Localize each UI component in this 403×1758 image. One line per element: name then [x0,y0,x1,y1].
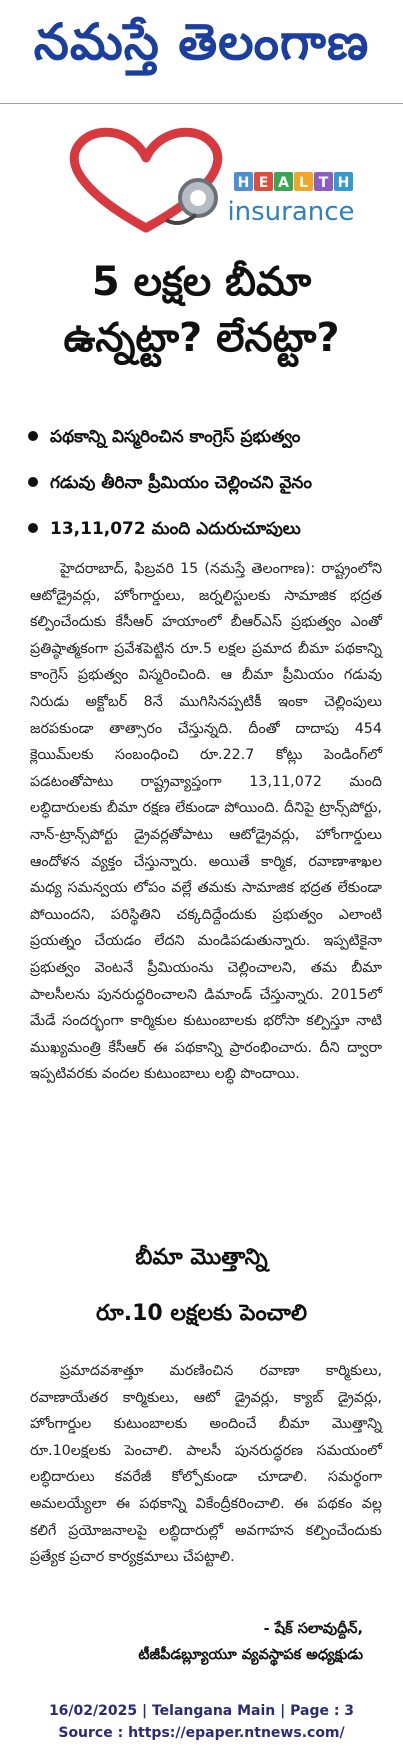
article-body-2 [30,1358,382,1571]
health-letter: A [278,175,289,191]
page-footer [0,1700,403,1744]
bullet-icon [28,431,38,441]
health-insurance-illustration [46,120,356,245]
footer-source: Source : https://epaper.ntnews.com/ [58,1725,345,1741]
newspaper-title: నమస్తే తెలంగాణ [33,13,370,71]
highlight-item: గడువు తీరినా ప్రీమియం చెల్లించని వైనం [28,460,388,506]
health-letter: T [318,175,329,191]
health-letter: H [337,175,350,191]
article-paragraph: హైదరాబాద్, ఫిబ్రవరి 15 (నమస్తే తెలంగాణ): రాష్ట్రంలోని ఆటోడ్రైవర్లు, హోంగార్డులు, జర్నలిస్టులకు సామాజిక భద్రత కల్పించేందుకు కేసీఆర్ హయాంలో బీఆర్‌ఎస్ ప్రభుత్వం ఎంతో ప్రతిష్ఠాత్మకంగా ప్రవేశపెట్టిన రూ.5 లక్షల ప్రమాద బీమా పథకాన్ని కాంగ్రెస్ ప్రభుత్వం విస్మరించింది. ఆ బీమా ప్రీమియం గడువు నిరుడు అక్టోబర్ 8నే ముగిసినప్పటికీ ఇంకా చెల్లింపులు జరపకుండా తాత్సారం చేస్తున్నది. దీంతో దాదాపు 454 క్లెయిమ్‌లకు సంబంధించి రూ.22.7 కోట్లు పెండింగ్‌లో పడటంతోపాటు రాష్ట్రవ్యాప్తంగా 13,11,072 మంది లబ్ధిదారులకు బీమా రక్షణ లేకుండా పోయింది. దీనిపై ట్రాన్స్‌పోర్టు, నాన్-ట్రాన్స్‌పోర్టు డ్రైవర్లతోపాటు ఆటోడ్రైవర్లు, హోంగార్డులు ఆందోళన వ్యక్తం చేస్తున్నారు. అయితే కార్మిక, రవాణాశాఖల మధ్య సమన్వయ లోపం వల్లే తమకు సామాజిక భద్రత లేకుండా పోయిందని, పరిస్థితిని చక్కదిద్దేందుకు ప్రభుత్వం ఎలాంటి ప్రయత్నం చేయడం లేదని మండిపడుతున్నారు. ఇప్పటికైనా ప్రభుత్వం వెంటనే ప్రీమియంను చెల్లించాలని, తమ బీమా పాలసీలను పునరుద్ధరించాలని డిమాండ్ చేస్తున్నారు. 2015లో మేడే సందర్భంగా కార్మికుల కుటుంబాలకు భరోసా కల్పిస్తూ నాటి ముఖ్యమంత్రి కేసీఆర్ ఈ పథకాన్ని ప్రారంభించారు. దీని ద్వారా ఇప్పటివరకు వందల కుటుంబాలు లబ్ధి పొందాయి. [30,561,382,1083]
bullet-icon [28,523,38,533]
health-letter: H [237,175,250,191]
footer-edition: 16/02/2025 | Telangana Main | Page : 3 [48,1703,355,1719]
insurance-word: insurance [227,197,355,227]
highlight-item: 13,11,072 మంది ఎదురుచూపులు [28,506,388,552]
article-body [30,556,382,1088]
masthead-divider [0,103,403,104]
subheadline-line-1: బీమా మొత్తాన్ని [135,1245,268,1270]
article-paragraph: ప్రమాదవశాత్తూ మరణించిన రవాణా కార్మికులు, రవాణాయేతర కార్మికులు, ఆటో డ్రైవర్లు, క్యాబ్ డ్రైవర్లు, హోంగార్డుల కుటుంబాలకు అందించే బీమా మొత్తాన్ని రూ.10లక్షలకు పెంచాలి. పాలసీ పునరుద్ధరణ సమయంలో లబ్ధిదారులు కవరేజీ కోల్పోకుండా చూడాలి. సమర్థంగా అమలయ్యేలా ఈ పథకాన్ని వికేంద్రీకరించాలి. ఈ పథకం వల్ల కలిగే ప్రయోజనాలపై లబ్ధిదారుల్లో అవగాహన కల్పించేందుకు ప్రత్యేక ప్రచార కార్యక్రమాలు చేపట్టాలి. [30,1363,382,1566]
headline [0,254,403,366]
bullet-icon [28,477,38,487]
headline-line-2: ఉన్నట్టా? లేనట్టా? [63,315,340,361]
health-letter: L [299,175,308,191]
author-role: టీజీపీడబ్ల్యూయూ వ్యవస్థాపక అధ్యక్షుడు [138,1647,363,1663]
masthead [0,0,403,100]
health-letter-blocks [234,172,353,191]
signature [138,1616,363,1668]
stethoscope-heart-image [46,120,356,245]
subheadline-line-2: రూ.10 లక్షలకు పెంచాలి [96,1301,307,1326]
highlight-item: పథకాన్ని విస్మరించిన కాంగ్రెస్ ప్రభుత్వం [28,414,388,460]
highlight-list [28,414,388,552]
headline-line-1: 5 లక్షల బీమా [91,259,312,305]
health-letter: E [258,175,269,191]
author-name: - షేక్ సలావుద్దీన్, [263,1621,363,1637]
